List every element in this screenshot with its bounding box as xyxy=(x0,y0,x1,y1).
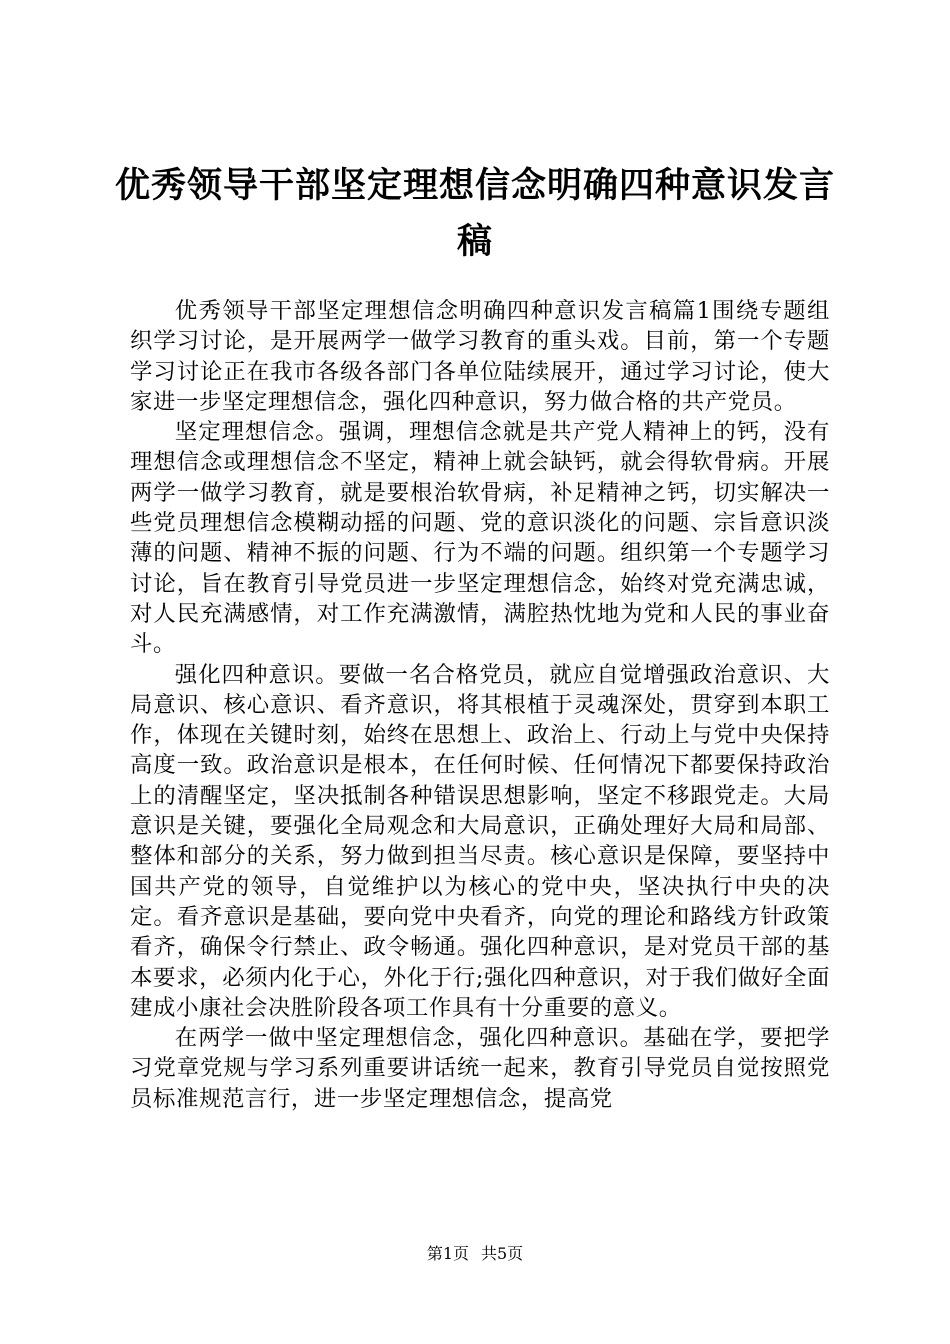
page-footer xyxy=(0,1244,950,1264)
document-title: 优秀领导干部坚定理想信念明确四种意识发言稿 xyxy=(114,165,835,262)
page-number: 第1页 xyxy=(426,1244,469,1263)
page-total: 共5页 xyxy=(481,1244,524,1263)
paragraph: 坚定理想信念。强调，理想信念就是共产党人精神上的钙，没有理想信念或理想信念不坚定，精神上就会缺钙，就会得软骨病。开展两学一做学习教育，就是要根治软骨病，补足精神之钙，切实解决一些党员理想信念模糊动摇的问题、党的意识淡化的问题、宗旨意识淡薄的问题、精神不振的问题、行为不端的问题。组织第一个专题学习讨论，旨在教育引导党员进一步坚定理想信念，始终对党充满忠诚，对人民充满感情，对工作充满激情，满腔热忱地为党和人民的事业奋斗。 xyxy=(130,419,830,658)
paragraph: 强化四种意识。要做一名合格党员，就应自觉增强政治意识、大局意识、核心意识、看齐意识，将其根植于灵魂深处，贯穿到本职工作，体现在关键时刻，始终在思想上、政治上、行动上与党中央保持高度一致。政治意识是根本，在任何时候、任何情况下都要保持政治上的清醒坚定，坚决抵制各种错误思想影响，坚定不移跟党走。大局意识是关键，要强化全局观念和大局意识，正确处理好大局和局部、整体和部分的关系，努力做到担当尽责。核心意识是保障，要坚持中国共产党的领导，自觉维护以为核心的党中央，坚决执行中央的决定。看齐意识是基础，要向党中央看齐，向党的理论和路线方针政策看齐，确保令行禁止、政令畅通。强化四种意识，是对党员干部的基本要求，必须内化于心，外化于行;强化四种意识，对于我们做好全面建成小康社会决胜阶段各项工作具有十分重要的意义。 xyxy=(130,661,830,1021)
paragraph: 优秀领导干部坚定理想信念明确四种意识发言稿篇1围绕专题组织学习讨论，是开展两学一做学习教育的重头戏。目前，第一个专题学习讨论正在我市各级各部门各单位陆续展开，通过学习讨论，使大家进一步坚定理想信念，强化四种意识，努力做合格的共产党员。 xyxy=(130,298,830,415)
document-body xyxy=(130,296,830,1114)
paragraph: 在两学一做中坚定理想信念，强化四种意识。基础在学，要把学习党章党规与学习系列重要讲话统一起来，教育引导党员自觉按照党员标准规范言行，进一步坚定理想信念，提高党 xyxy=(130,1025,830,1112)
